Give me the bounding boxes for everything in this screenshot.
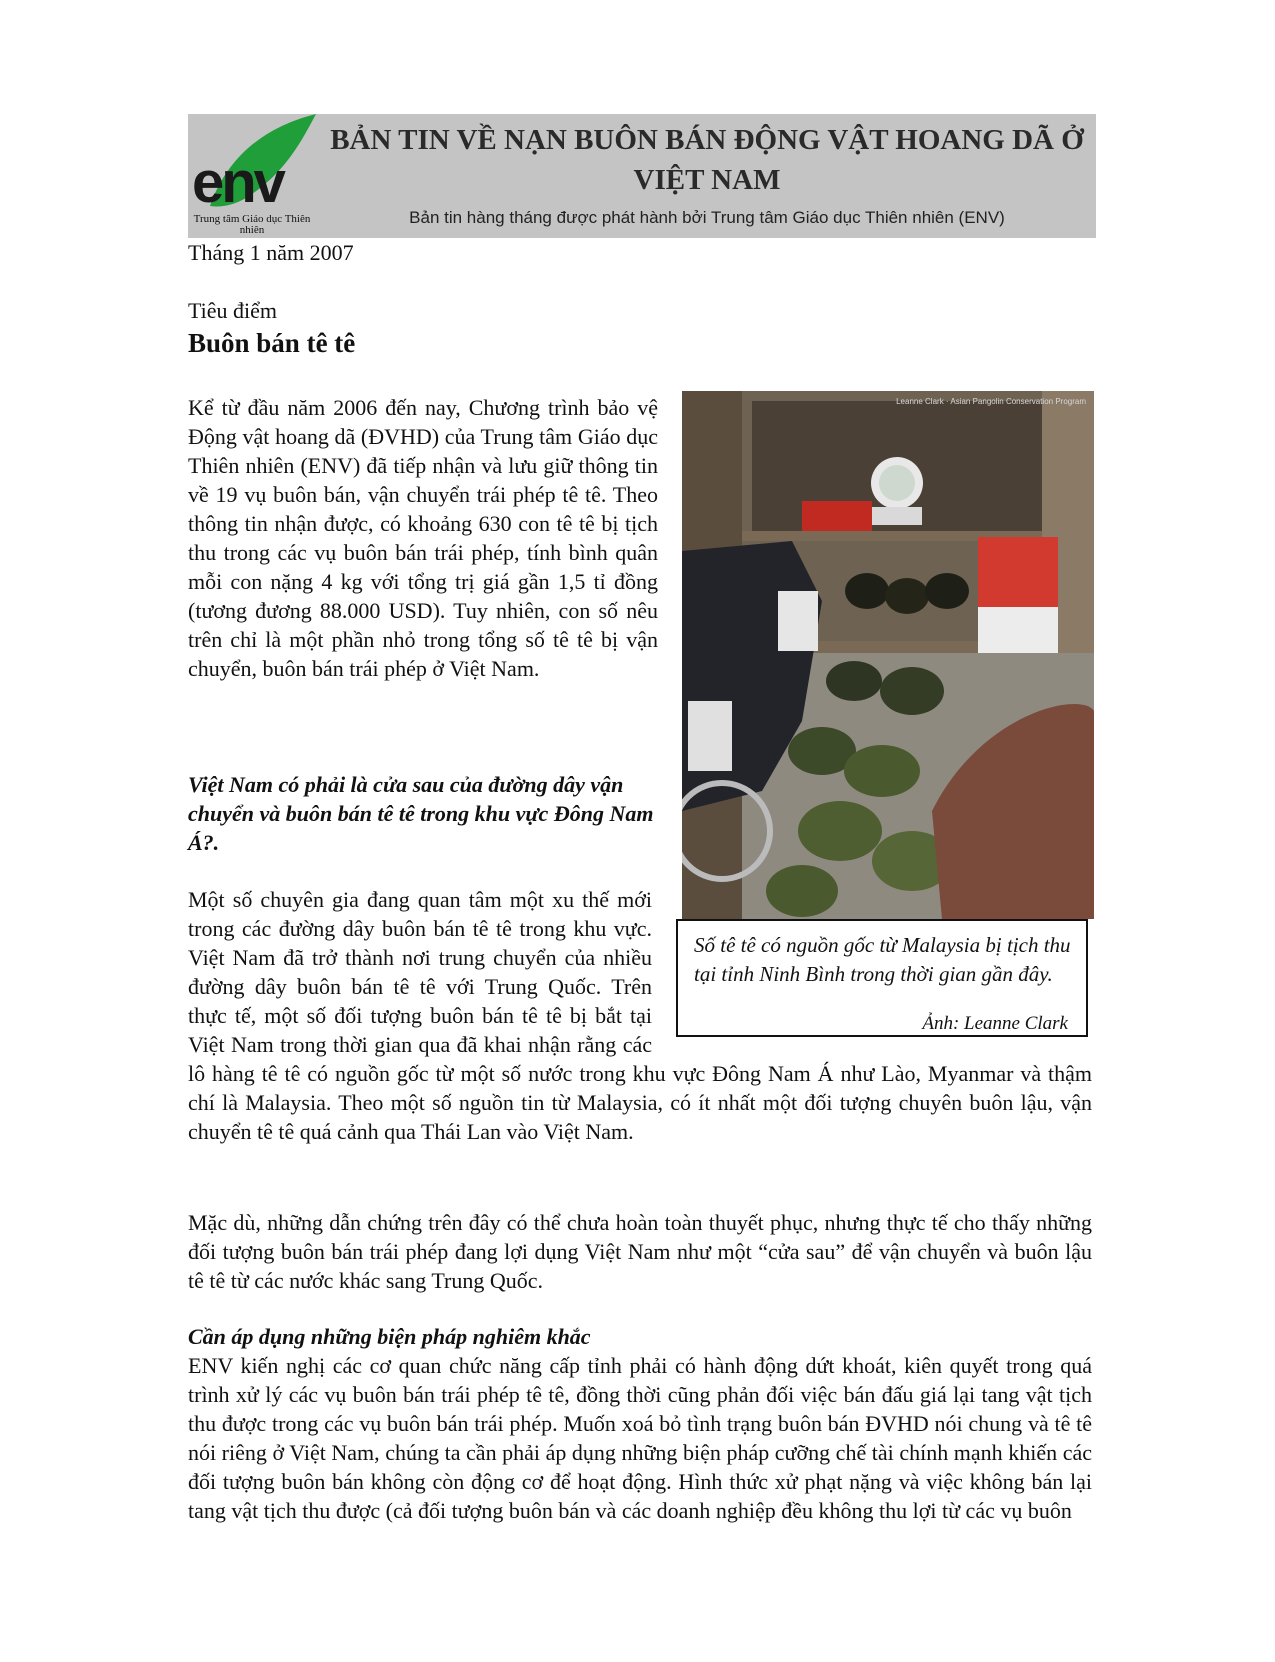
- paragraph-evidence: Mặc dù, những dẫn chứng trên đây có thể chưa hoàn toàn thuyết phục, nhưng thực tế cho thấy những đối tượng buôn bán trái phép đang lợi dụng Việt Nam như một “cửa sau” để vận chuyển và buôn lậu tê tê từ các nước khác sang Trung Quốc.: [188, 1210, 1092, 1293]
- paragraph-recommendation: ENV kiến nghị các cơ quan chức năng cấp tỉnh phải có hành động dứt khoát, kiên quyết trong quá trình xử lý các vụ buôn bán trái phép tê tê, đồng thời cũng phản đối việc bán đấu giá lại tang vật tịch thu được trong các vụ buôn bán trái phép. Muốn xoá bỏ tình trạng buôn bán ĐVHD nói chung và tê tê nói riêng ở Việt Nam, chúng ta cần phải áp dụng những biện pháp cưỡng chế tài chính mạnh khiến các đối tượng buôn bán không còn động cơ để hoạt động. Hình thức xử phạt nặng và việc không bán lại tang vật tịch thu được (cả đối tượng buôn bán và các doanh nghiệp đều không thu lợi từ các vụ buôn: [188, 1353, 1092, 1523]
- banner-tagline: Bản tin hàng tháng được phát hành bởi Trung tâm Giáo dục Thiên nhiên (ENV): [409, 208, 1005, 227]
- photo-caption: Số tê tê có nguồn gốc từ Malaysia bị tịch thu tại tỉnh Ninh Bình trong thời gian gần đây.: [694, 933, 1071, 986]
- logo-wordmark: env: [192, 150, 283, 215]
- banner-title: BẢN TIN VỀ NẠN BUÔN BÁN ĐỘNG VẬT HOANG DÃ Ở VIỆT NAM: [330, 124, 1084, 196]
- pangolin-photo: [682, 391, 1094, 919]
- paragraph-intro: Kể từ đầu năm 2006 đến nay, Chương trình bảo vệ Động vật hoang dã (ĐVHD) của Trung tâm Giáo dục Thiên nhiên (ENV) đã tiếp nhận và lưu giữ thông tin về 19 vụ buôn bán, vận chuyển trái phép tê tê. Theo thông tin nhận được, có khoảng 630 con tê tê bị tịch thu trong các vụ buôn bán trái phép, tính bình quân mỗi con nặng 4 kg với tổng trị giá gần 1,5 tỉ đồng (tương đương 88.000 USD). Tuy nhiên, con số nêu trên chỉ là một phần nhỏ trong tổng số tê tê bị vận chuyển, buôn bán trái phép ở Việt Nam.: [188, 395, 658, 681]
- issue-date: Tháng 1 năm 2007: [188, 240, 354, 265]
- newsletter-banner: [188, 114, 1096, 238]
- article-headline: Buôn bán tê tê: [188, 328, 356, 358]
- subheading-back-door: Việt Nam có phải là cửa sau của đường dây vận chuyển và buôn bán tê tê trong khu vực Đông Nam Á?.: [188, 772, 654, 855]
- subheading-measures: Cần áp dụng những biện pháp nghiêm khắc: [188, 1324, 591, 1349]
- logo-subtitle: Trung tâm Giáo dục Thiên nhiên: [193, 213, 311, 236]
- photo-caption-credit: Ảnh: Leanne Clark: [922, 1013, 1068, 1034]
- section-label: Tiêu điểm: [188, 298, 278, 323]
- env-logo: [188, 114, 318, 238]
- photo-caption-box: [676, 919, 1088, 1037]
- photo-credit-overlay: Leanne Clark · Asian Pangolin Conservation Program: [896, 397, 1086, 406]
- paragraph-trend-text: Một số chuyên gia đang quan tâm một xu thế mới trong các đường dây buôn bán tê tê trong khu vực. Việt Nam đã trở thành nơi trung chuyển của nhiều đường dây buôn bán tê tê với Trung Quốc. Trên thực tế, một số đối tượng buôn bán tê tê bị bắt tại Việt Nam trong thời gian qua đã khai nhận rằng các lô hàng tê tê có nguồn gốc từ một số nước trong khu vực Đông Nam Á như Lào, Myanmar và thậm chí là Malaysia. Theo một số nguồn tin từ Malaysia, có ít nhất một đối tượng chuyên buôn lậu, vận chuyển tê tê quá cảnh qua Thái Lan vào Việt Nam.: [188, 887, 1092, 1144]
- photo-illustration: [682, 391, 1094, 919]
